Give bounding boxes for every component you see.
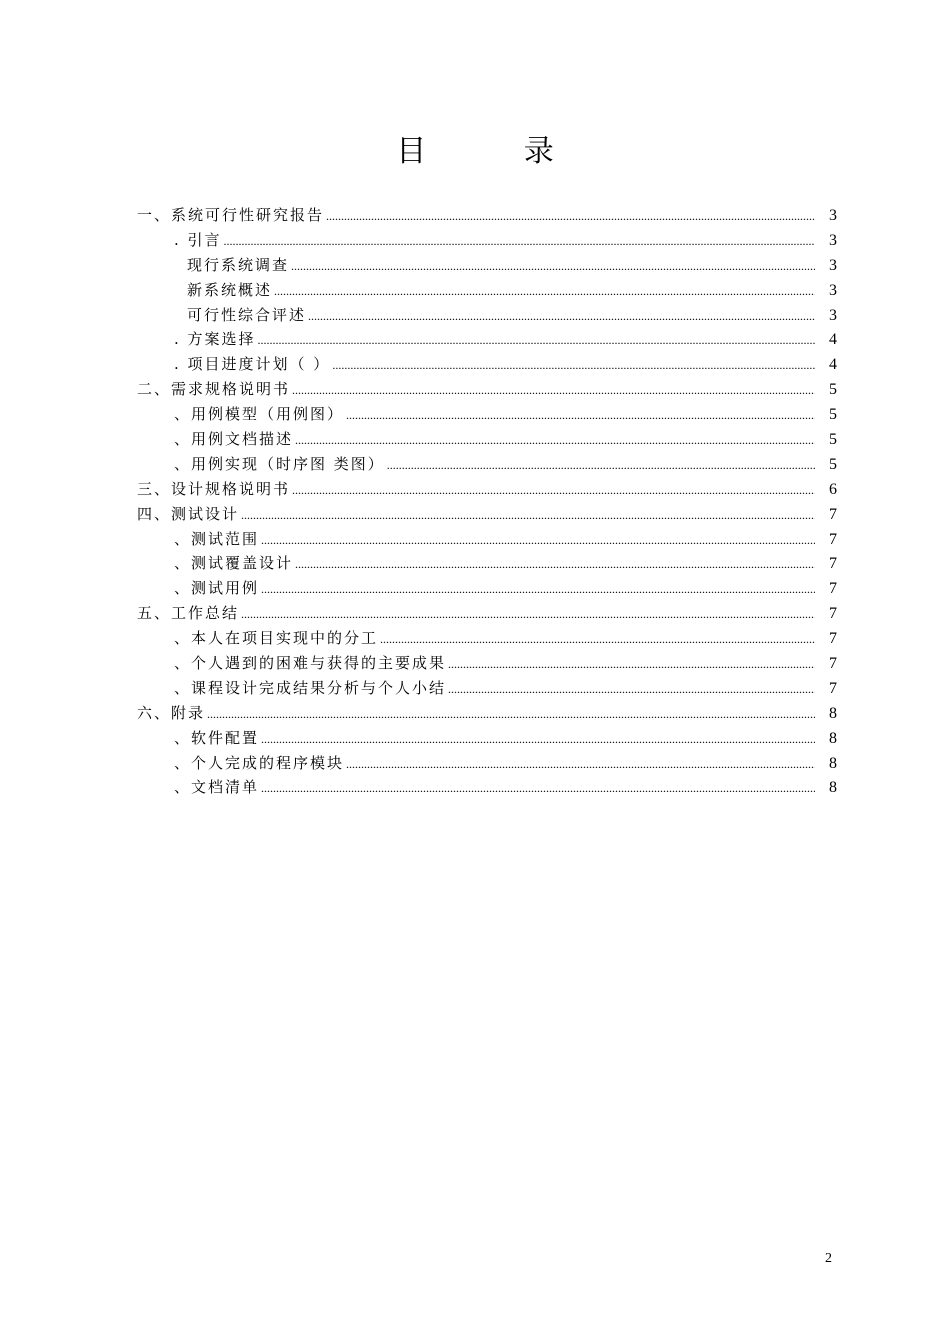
toc-entry-page: 7 xyxy=(829,679,837,697)
toc-entry-label: 新系统概述 xyxy=(187,280,273,299)
toc-leader-dots xyxy=(292,483,815,498)
toc-entry-page: 7 xyxy=(829,555,837,573)
table-of-contents xyxy=(137,204,837,801)
toc-leader-dots xyxy=(241,508,815,523)
toc-entry-label: . 引言 xyxy=(174,230,222,249)
toc-entry[interactable] xyxy=(137,304,837,329)
toc-leader-dots xyxy=(241,607,815,622)
toc-leader-dots xyxy=(207,707,815,722)
toc-entry-label: 、测试用例 xyxy=(174,579,260,598)
toc-entry-label: 五、工作总结 xyxy=(137,604,240,623)
page-title: 目 录 xyxy=(396,134,598,169)
toc-entry[interactable] xyxy=(137,752,837,777)
toc-entry-page: 4 xyxy=(829,331,837,349)
toc-entry-label: 、本人在项目实现中的分工 xyxy=(174,629,379,648)
toc-leader-dots xyxy=(274,284,815,299)
toc-leader-dots xyxy=(261,732,815,747)
toc-entry[interactable] xyxy=(137,776,837,801)
toc-entry[interactable] xyxy=(137,677,837,702)
toc-leader-dots xyxy=(448,682,815,697)
toc-entry[interactable] xyxy=(137,254,837,279)
toc-entry[interactable] xyxy=(137,503,837,528)
toc-leader-dots xyxy=(261,533,815,548)
toc-leader-dots xyxy=(292,383,815,398)
toc-entry-page: 7 xyxy=(829,505,837,523)
toc-entry[interactable] xyxy=(137,702,837,727)
toc-entry[interactable] xyxy=(137,577,837,602)
toc-entry[interactable] xyxy=(137,627,837,652)
toc-leader-dots xyxy=(448,657,815,672)
toc-entry-page: 7 xyxy=(829,655,837,673)
toc-entry-page: 3 xyxy=(829,256,837,274)
toc-entry-page: 3 xyxy=(829,207,837,224)
toc-entry-page: 6 xyxy=(829,480,837,498)
toc-entry-page: 8 xyxy=(829,754,837,772)
toc-entry-page: 8 xyxy=(829,729,837,747)
toc-leader-dots xyxy=(224,234,815,249)
toc-entry-label: . 项目进度计划（ ） xyxy=(174,355,331,374)
toc-entry-label: 、软件配置 xyxy=(174,728,260,747)
toc-entry[interactable] xyxy=(137,652,837,677)
toc-leader-dots xyxy=(346,408,815,423)
toc-entry[interactable] xyxy=(137,353,837,378)
toc-entry[interactable] xyxy=(137,378,837,403)
toc-entry[interactable] xyxy=(137,528,837,553)
toc-entry-page: 8 xyxy=(829,779,837,797)
toc-entry-label: 、用例模型（用例图） xyxy=(174,405,345,424)
toc-entry[interactable] xyxy=(137,328,837,353)
toc-leader-dots xyxy=(308,309,815,324)
toc-entry[interactable] xyxy=(137,602,837,627)
toc-leader-dots xyxy=(380,632,815,647)
toc-entry-page: 5 xyxy=(829,406,837,424)
toc-entry-page: 7 xyxy=(829,630,837,648)
toc-leader-dots xyxy=(261,582,815,597)
toc-entry-label: 、个人完成的程序模块 xyxy=(174,753,345,772)
toc-entry[interactable] xyxy=(137,428,837,453)
toc-entry-label: 、测试覆盖设计 xyxy=(174,554,294,573)
toc-entry[interactable] xyxy=(137,279,837,304)
page-number: 2 xyxy=(825,1251,832,1266)
toc-entry[interactable] xyxy=(137,552,837,577)
toc-entry[interactable] xyxy=(137,478,837,503)
toc-leader-dots xyxy=(346,757,815,772)
toc-entry-page: 7 xyxy=(829,580,837,598)
toc-entry[interactable] xyxy=(137,453,837,478)
toc-entry-page: 3 xyxy=(829,281,837,299)
toc-entry-page: 4 xyxy=(829,356,837,374)
toc-entry-label: 三、设计规格说明书 xyxy=(137,479,291,498)
toc-entry-label: 现行系统调查 xyxy=(187,255,290,274)
toc-entry[interactable] xyxy=(137,727,837,752)
toc-leader-dots xyxy=(332,358,815,373)
toc-entry-label: . 方案选择 xyxy=(174,330,256,349)
toc-leader-dots xyxy=(261,781,815,796)
toc-entry[interactable] xyxy=(137,204,837,229)
toc-leader-dots xyxy=(387,458,815,473)
toc-entry-label: 、个人遇到的困难与获得的主要成果 xyxy=(174,654,447,673)
toc-entry[interactable] xyxy=(137,229,837,254)
toc-leader-dots xyxy=(295,433,815,448)
toc-leader-dots xyxy=(258,333,815,348)
toc-entry-label: 四、测试设计 xyxy=(137,504,240,523)
toc-entry-label: 、测试范围 xyxy=(174,529,260,548)
toc-entry-page: 7 xyxy=(829,605,837,623)
toc-leader-dots xyxy=(291,259,815,274)
toc-entry-label: 、用例实现（时序图 类图） xyxy=(174,454,385,473)
toc-entry-page: 3 xyxy=(829,306,837,324)
toc-entry-label: 二、需求规格说明书 xyxy=(137,380,291,399)
toc-entry-page: 7 xyxy=(829,530,837,548)
toc-entry-label: 、课程设计完成结果分析与个人小结 xyxy=(174,678,447,697)
toc-entry-label: 六、附录 xyxy=(137,703,206,722)
toc-entry-page: 3 xyxy=(829,231,837,249)
toc-leader-dots xyxy=(326,209,815,224)
toc-entry-page: 5 xyxy=(829,431,837,449)
toc-entry-page: 5 xyxy=(829,381,837,399)
toc-entry-page: 8 xyxy=(829,704,837,722)
toc-entry[interactable] xyxy=(137,403,837,428)
toc-entry-label: 一、系统可行性研究报告 xyxy=(137,206,325,224)
toc-entry-label: 、文档清单 xyxy=(174,778,260,797)
toc-entry-label: 可行性综合评述 xyxy=(187,305,307,324)
toc-leader-dots xyxy=(295,557,815,572)
toc-entry-page: 5 xyxy=(829,455,837,473)
toc-entry-label: 、用例文档描述 xyxy=(174,430,294,449)
